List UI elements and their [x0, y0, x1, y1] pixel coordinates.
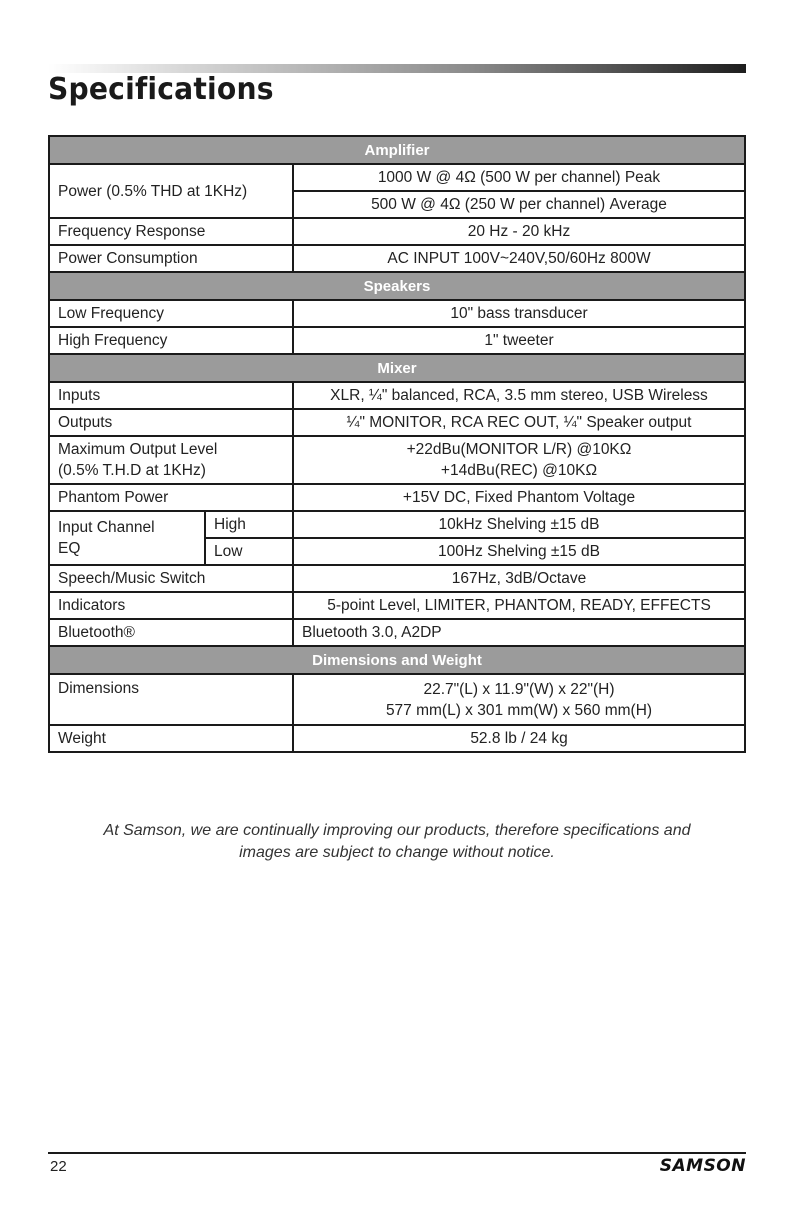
table-row: [49, 619, 745, 646]
spec-value: 500 W @ 4Ω (250 W per channel) Average: [293, 191, 745, 218]
table-row: [49, 164, 745, 191]
spec-value: [293, 436, 745, 484]
footer-rule: [48, 1152, 746, 1154]
spec-label: Power Consumption: [49, 245, 293, 272]
spec-value: XLR, ¼" balanced, RCA, 3.5 mm stereo, USB Wireless: [293, 382, 745, 409]
spec-label: Speech/Music Switch: [49, 565, 293, 592]
spec-value-line: +22dBu(MONITOR L/R) @10KΩ: [406, 441, 632, 458]
table-row: [49, 436, 745, 484]
spec-label: Frequency Response: [49, 218, 293, 245]
table-row: [49, 300, 745, 327]
samson-logo: SAMSON: [659, 1156, 746, 1176]
spec-value: AC INPUT 100V~240V,50/60Hz 800W: [293, 245, 745, 272]
section-title: Speakers: [49, 272, 745, 300]
table-row: [49, 218, 745, 245]
spec-value: 10" bass transducer: [293, 300, 745, 327]
spec-value: 5-point Level, LIMITER, PHANTOM, READY, EFFECTS: [293, 592, 745, 619]
spec-value: 100Hz Shelving ±15 dB: [293, 538, 745, 565]
table-row: [49, 511, 745, 538]
section-title: Amplifier: [49, 136, 745, 164]
spec-label: [49, 436, 293, 484]
section-header-speakers: [49, 272, 745, 300]
spec-label: Power (0.5% THD at 1KHz): [49, 164, 293, 218]
spec-label: Bluetooth®: [49, 619, 293, 646]
section-title: Mixer: [49, 354, 745, 382]
table-row: [49, 382, 745, 409]
spec-label-line: Maximum Output Level: [58, 441, 218, 458]
disclaimer-line: images are subject to change without notice.: [239, 844, 555, 861]
spec-label: Inputs: [49, 382, 293, 409]
spec-sublabel: High: [205, 511, 293, 538]
table-row: [49, 327, 745, 354]
disclaimer-text: [48, 820, 746, 864]
specifications-table: [48, 135, 746, 753]
table-row: [49, 725, 745, 752]
section-header-amplifier: [49, 136, 745, 164]
section-header-mixer: [49, 354, 745, 382]
spec-value: 1000 W @ 4Ω (500 W per channel) Peak: [293, 164, 745, 191]
spec-value: Bluetooth 3.0, A2DP: [293, 619, 745, 646]
page-title: Specifications: [48, 72, 274, 107]
disclaimer-line: At Samson, we are continually improving our products, therefore specifications and: [103, 822, 691, 839]
spec-sublabel: Low: [205, 538, 293, 565]
spec-value: +15V DC, Fixed Phantom Voltage: [293, 484, 745, 511]
table-row: [49, 674, 745, 725]
spec-label: Weight: [49, 725, 293, 752]
spec-value: 10kHz Shelving ±15 dB: [293, 511, 745, 538]
spec-label: Indicators: [49, 592, 293, 619]
spec-value-line: 22.7"(L) x 11.9"(W) x 22"(H): [423, 680, 615, 698]
section-title: Dimensions and Weight: [49, 646, 745, 674]
table-row: [49, 409, 745, 436]
spec-value: 1" tweeter: [293, 327, 745, 354]
spec-label: Dimensions: [49, 674, 293, 725]
spec-value: [293, 674, 745, 725]
spec-label: High Frequency: [49, 327, 293, 354]
spec-label-line: Input Channel: [58, 519, 155, 536]
spec-value: 52.8 lb / 24 kg: [293, 725, 745, 752]
spec-label-line: (0.5% T.H.D at 1KHz): [58, 462, 206, 479]
table-row: [49, 245, 745, 272]
spec-label: Low Frequency: [49, 300, 293, 327]
spec-label: Outputs: [49, 409, 293, 436]
spec-value-line: 577 mm(L) x 301 mm(W) x 560 mm(H): [385, 701, 653, 719]
table-row: [49, 484, 745, 511]
spec-label-line: EQ: [58, 540, 81, 557]
spec-label: Phantom Power: [49, 484, 293, 511]
table-row: [49, 592, 745, 619]
page-number: 22: [50, 1158, 67, 1175]
spec-label: [49, 511, 205, 565]
spec-value: 167Hz, 3dB/Octave: [293, 565, 745, 592]
table-row: [49, 565, 745, 592]
spec-value: 20 Hz - 20 kHz: [293, 218, 745, 245]
spec-value: ¼" MONITOR, RCA REC OUT, ¼" Speaker output: [293, 409, 745, 436]
section-header-dimensions: [49, 646, 745, 674]
spec-value-line: +14dBu(REC) @10KΩ: [440, 462, 598, 479]
